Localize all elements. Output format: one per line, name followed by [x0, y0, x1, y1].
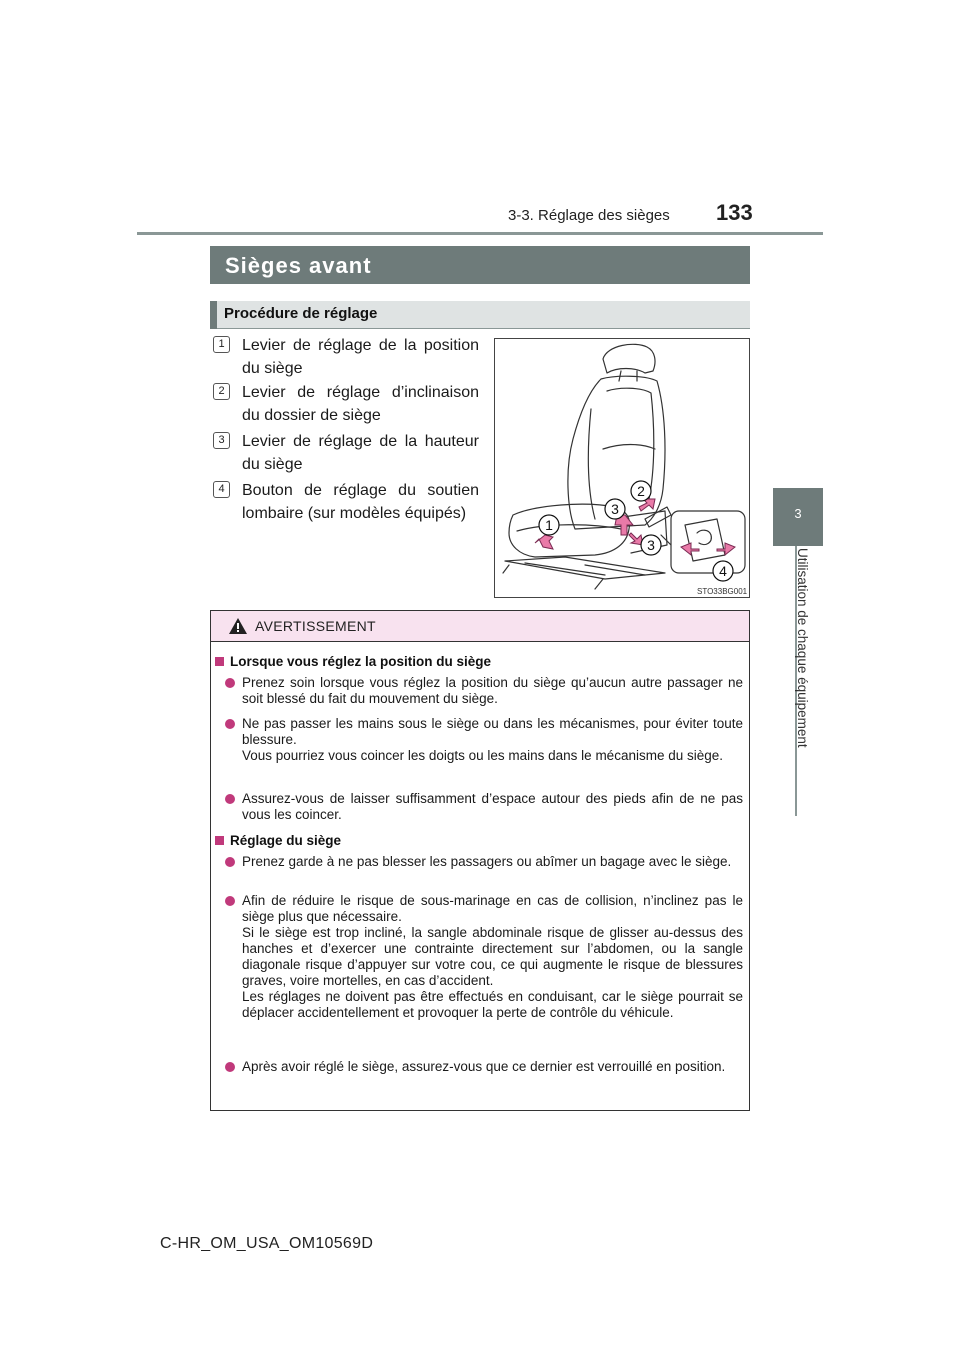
bullet-dot-icon [225, 1062, 235, 1072]
list-item-text: Levier de réglage de la position du siège [242, 337, 479, 377]
square-bullet-icon [215, 836, 224, 845]
section-title: 3-3. Réglage des sièges [508, 207, 670, 224]
warning-triangle-icon [228, 617, 248, 635]
figure-callout: 3 [611, 501, 619, 517]
figure-callout: 4 [719, 563, 727, 579]
warning-section-heading: Lorsque vous réglez la position du siège [215, 654, 491, 669]
list-item [213, 334, 479, 380]
list-item [213, 479, 479, 525]
warning-bullet: Assurez-vous de laisser suffisamment d’espace autour des pieds afin de ne pas vous les coincer. [222, 791, 743, 823]
list-item [213, 381, 479, 427]
bullet-dot-icon [225, 857, 235, 867]
figure-callout: 1 [545, 517, 553, 533]
bullet-dot-icon [225, 794, 235, 804]
warning-bullet: Après avoir réglé le siège, assurez-vous que ce dernier est verrouillé en position. [222, 1059, 743, 1075]
chapter-number: 3 [794, 506, 802, 521]
bullet-dot-icon [225, 719, 235, 729]
number-badge: 1 [213, 336, 230, 353]
list-item-text: Bouton de réglage du soutien lombaire (sur modèles équipés) [242, 482, 479, 522]
page-number: 133 [716, 200, 753, 225]
warning-bullet: Prenez soin lorsque vous réglez la position du siège qu’aucun autre passager ne soit blessé du fait du mouvement du siège. [222, 675, 743, 707]
list-item-text: Levier de réglage de la hauteur du siège [242, 433, 479, 473]
list-item [213, 430, 479, 476]
figure-code: STO33BG001 [697, 587, 748, 596]
subheader-title: Procédure de réglage [224, 305, 378, 322]
chapter-title: Utilisation de chaque équipement [795, 548, 810, 748]
seat-drawing [495, 339, 749, 597]
seat-illustration [494, 338, 750, 598]
warning-bullet: Afin de réduire le risque de sous-marinage en cas de collision, n’inclinez pas le siège plus que nécessaire. Si le siège est trop incliné, la sangle abdominale risque de glisser au-dessus des hanches et d’exercer une contrainte directement sur l’abdomen, ou la sangle diagonale risque d’appuyer sur votre cou, ce qui augmente le risque de blessures graves, voire mortelles, en cas d’accident. Les réglages ne doivent pas être effectués en conduisant, car le siège pourrait se déplacer accidentellement et provoquer la perte de contrôle du véhicule. [222, 893, 743, 1021]
warning-bullet: Prenez garde à ne pas blesser les passagers ou abîmer un bagage avec le siège. [222, 854, 743, 870]
list-item-text: Levier de réglage d’inclinaison du dossier de siège [242, 384, 479, 424]
warning-label: AVERTISSEMENT [255, 618, 376, 634]
number-badge: 4 [213, 481, 230, 498]
subheader-accent [210, 301, 217, 329]
page-title: Sièges avant [225, 253, 372, 278]
warning-bullet: Ne pas passer les mains sous le siège ou dans les mécanismes, pour éviter toute blessure. Vous pourriez vous coincer les doigts ou les mains dans le mécanisme du siège. [222, 716, 743, 764]
bullet-dot-icon [225, 896, 235, 906]
bullet-dot-icon [225, 678, 235, 688]
number-badge: 2 [213, 383, 230, 400]
square-bullet-icon [215, 657, 224, 666]
header-rule [137, 232, 823, 235]
document-code: C-HR_OM_USA_OM10569D [160, 1235, 374, 1252]
figure-callout: 2 [637, 483, 645, 499]
number-badge: 3 [213, 432, 230, 449]
warning-section-heading: Réglage du siège [215, 833, 341, 848]
figure-callout: 3 [647, 537, 655, 553]
